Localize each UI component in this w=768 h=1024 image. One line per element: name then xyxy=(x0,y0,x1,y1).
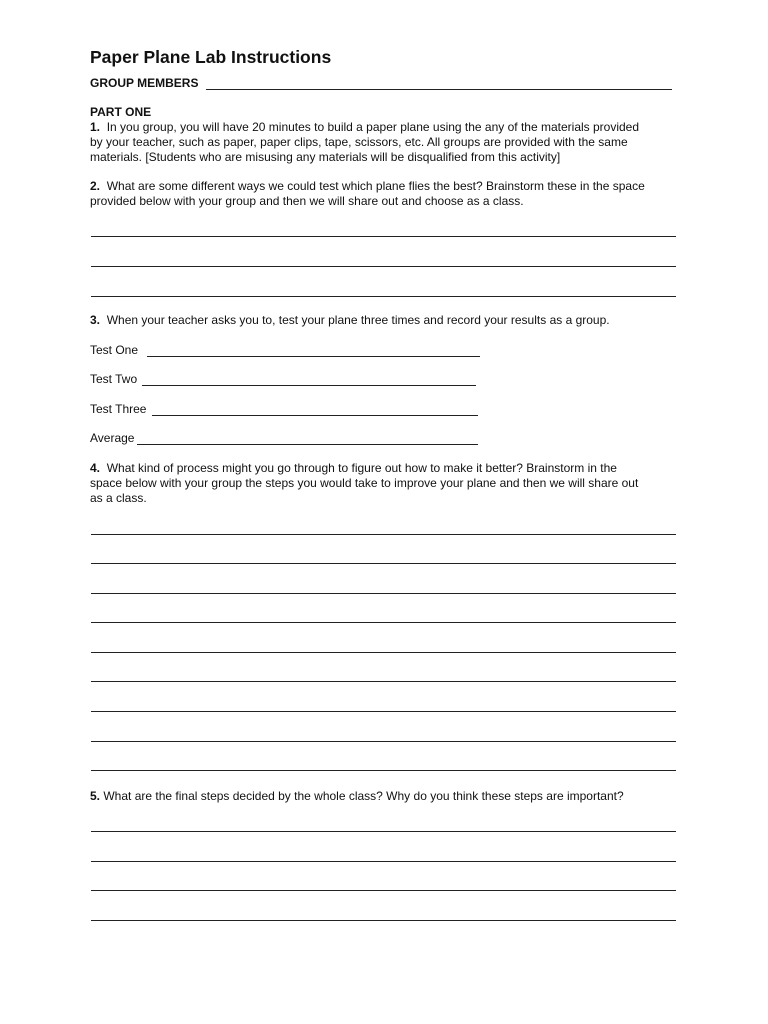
question-5-text: What are the final steps decided by the whole class? Why do you think these steps are important? xyxy=(103,789,624,803)
answer-line-q4[interactable] xyxy=(91,593,676,594)
question-1-line: materials. [Students who are misusing any materials will be disqualified from this activity] xyxy=(90,150,561,164)
question-5-number: 5. xyxy=(90,789,101,803)
question-1-number: 1. xyxy=(90,120,101,134)
answer-line-q5[interactable] xyxy=(91,831,676,832)
answer-line-q4[interactable] xyxy=(91,741,676,742)
question-1-line: by your teacher, such as paper, paper clips, tape, scissors, etc. All groups are provided with the same xyxy=(90,135,628,149)
part-heading: PART ONE xyxy=(90,105,152,119)
question-2-line: provided below with your group and then we will share out and choose as a class. xyxy=(90,194,524,208)
page-title: Paper Plane Lab Instructions xyxy=(90,47,332,67)
test-two-input-line[interactable] xyxy=(142,385,476,386)
group-members-input-line[interactable] xyxy=(206,89,672,90)
answer-line-q4[interactable] xyxy=(91,534,676,535)
question-4 xyxy=(90,461,680,506)
question-4-line: as a class. xyxy=(90,491,147,505)
answer-line-q5[interactable] xyxy=(91,890,676,891)
question-5 xyxy=(90,789,680,804)
average-label: Average xyxy=(90,431,135,445)
answer-line-q2[interactable] xyxy=(91,266,676,267)
answer-line-q5[interactable] xyxy=(91,861,676,862)
answer-line-q2[interactable] xyxy=(91,236,676,237)
question-3-text: When your teacher asks you to, test your plane three times and record your results as a group. xyxy=(106,313,610,327)
average-input-line[interactable] xyxy=(137,444,478,445)
test-three-label: Test Three xyxy=(90,402,147,416)
question-4-line: space below with your group the steps you would take to improve your plane and then we will share out xyxy=(90,476,639,490)
test-three-input-line[interactable] xyxy=(152,415,478,416)
group-members-label: GROUP MEMBERS xyxy=(90,76,199,90)
answer-line-q4[interactable] xyxy=(91,563,676,564)
question-2-number: 2. xyxy=(90,179,101,193)
answer-line-q5[interactable] xyxy=(91,920,676,921)
question-2 xyxy=(90,179,680,209)
question-4-number: 4. xyxy=(90,461,101,475)
question-4-line: What kind of process might you go through to figure out how to make it better? Brainstorm in the xyxy=(106,461,617,475)
answer-line-q4[interactable] xyxy=(91,681,676,682)
question-1 xyxy=(90,120,680,165)
answer-line-q4[interactable] xyxy=(91,622,676,623)
question-2-line: What are some different ways we could test which plane flies the best? Brainstorm these in the space xyxy=(106,179,645,193)
question-3 xyxy=(90,313,680,328)
question-1-line: In you group, you will have 20 minutes to build a paper plane using the any of the materials provided xyxy=(106,120,640,134)
question-3-number: 3. xyxy=(90,313,101,327)
answer-line-q4[interactable] xyxy=(91,652,676,653)
test-two-label: Test Two xyxy=(90,372,138,386)
test-one-input-line[interactable] xyxy=(147,356,480,357)
test-one-label: Test One xyxy=(90,343,139,357)
answer-line-q2[interactable] xyxy=(91,296,676,297)
answer-line-q4[interactable] xyxy=(91,770,676,771)
answer-line-q4[interactable] xyxy=(91,711,676,712)
